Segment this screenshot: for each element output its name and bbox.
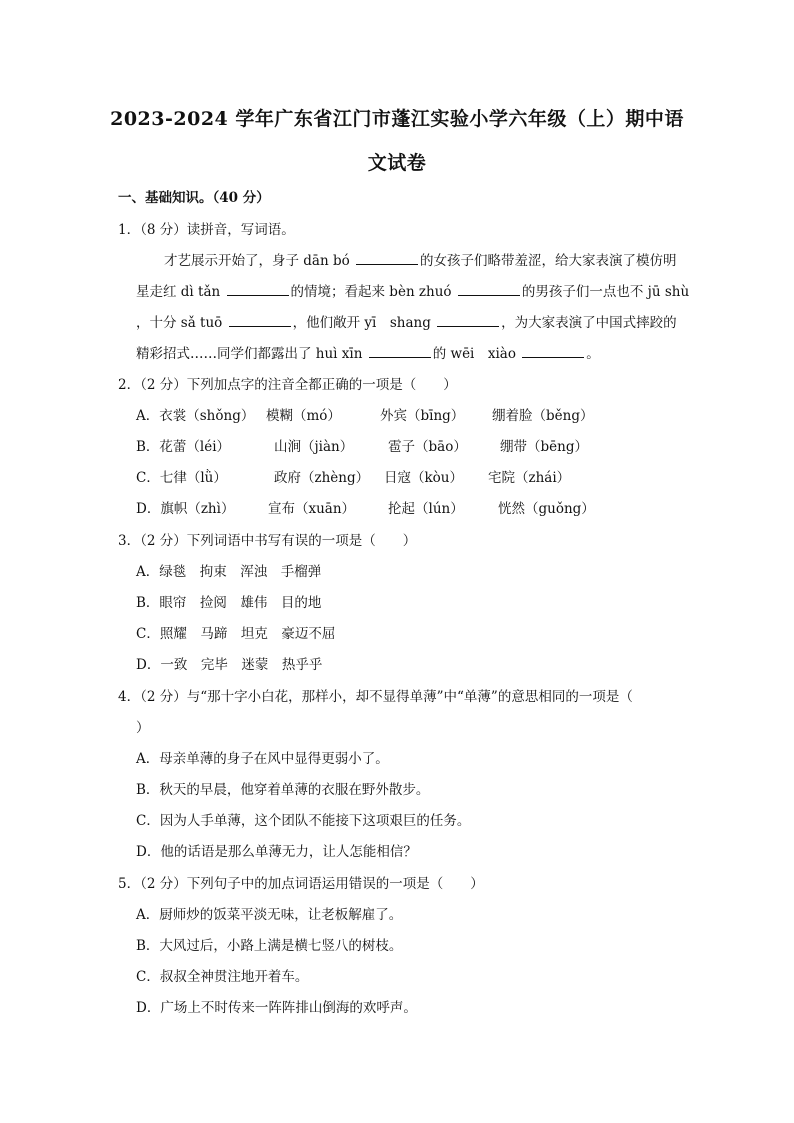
- q1-text: ，十分 sǎ tuō: [136, 315, 223, 331]
- question-1-para-line3: [136, 311, 677, 331]
- q1-text: 的男孩子们一点也不 jū shù: [521, 284, 690, 300]
- question-4-option-d: D．他的话语是那么单薄无力，让人怎能相信？: [136, 844, 417, 860]
- question-3-stem: 3．（2 分）下列词语中书写有误的一项是（ ）: [118, 533, 417, 549]
- question-4-option-c: C．因为人手单薄，这个团队不能接下这项艰巨的任务。: [136, 813, 471, 829]
- question-2-option-b: [136, 435, 588, 455]
- question-5-option-a: A．厨师炒的饭菜平淡无味，让老板解雇了。: [136, 907, 403, 923]
- section-heading: 一、基础知识。（40 分）: [118, 190, 270, 206]
- question-5-stem: 5．（2 分）下列句子中的加点词语运用错误的一项是（ ）: [118, 876, 484, 892]
- question-2-option-a: [136, 404, 593, 424]
- answer-blank[interactable]: [229, 314, 291, 327]
- q1-text: 。: [586, 346, 600, 362]
- question-3-option-c: C．照耀 马蹄 坦克 豪迈不屈: [136, 626, 336, 642]
- question-5-option-c: C．叔叔全神贯注地开着车。: [136, 969, 309, 985]
- question-2-option-c: [136, 466, 570, 486]
- question-3-option-d: D．一致 完毕 迷蒙 热乎乎: [136, 657, 323, 673]
- question-5-option-d: D．广场上不时传来一阵阵排山倒海的欢呼声。: [136, 1000, 417, 1016]
- question-4-stem: 4．（2 分）与“那十字小白花，那样小，却不显得单薄”中“单薄”的意思相同的一项是（: [118, 689, 633, 705]
- option-item: 宅院（zhái）: [488, 470, 571, 486]
- option-item: 恍然（guǒng）: [498, 501, 595, 517]
- q1-text: 的女孩子们略带羞涩，给大家表演了模仿明: [420, 253, 677, 269]
- option-item: 宣布（xuān）: [268, 501, 356, 517]
- question-2-option-d: [136, 497, 595, 517]
- answer-blank[interactable]: [522, 345, 584, 358]
- option-item: 外宾（bīng）: [380, 408, 465, 424]
- exam-title-line1: 2023-2024 学年广东省江门市蓬江实验小学六年级（上）期中语: [110, 108, 684, 130]
- question-1-para-line2: [136, 280, 689, 300]
- option-item: A．衣裳（shǒng）: [136, 408, 255, 424]
- option-item: 绷着脸（běng）: [492, 408, 594, 424]
- answer-blank[interactable]: [356, 252, 418, 265]
- q1-text: ，他们敞开 yī shang: [292, 315, 431, 331]
- question-4-option-b: B．秋天的早晨，他穿着单薄的衣服在野外散步。: [136, 782, 430, 798]
- option-item: B．花蕾（léi）: [136, 439, 231, 455]
- option-item: 雹子（bāo）: [388, 439, 467, 455]
- option-item: 日寇（kòu）: [384, 470, 464, 486]
- question-3-option-a: A．绿毯 拘束 浑浊 手榴弹: [136, 564, 322, 580]
- q1-text: 才艺展示开始了，身子 dān bó: [164, 253, 350, 269]
- q1-text: 的 wēi xiào: [432, 346, 516, 362]
- answer-blank[interactable]: [227, 283, 289, 296]
- option-item: 山涧（jiàn）: [274, 439, 354, 455]
- answer-blank[interactable]: [437, 314, 499, 327]
- option-item: D．旗帜（zhì）: [136, 501, 235, 517]
- q1-text: ，为大家表演了中国式摔跤的: [501, 315, 677, 331]
- question-5-option-b: B．大风过后，小路上满是横七竖八的树枝。: [136, 938, 403, 954]
- question-4-option-a: A．母亲单薄的身子在风中显得更弱小了。: [136, 751, 389, 767]
- q1-text: 精彩招式……同学们都露出了 huì xīn: [136, 346, 363, 362]
- question-4-stem-continued: ）: [136, 720, 150, 736]
- option-item: 模糊（mó）: [266, 408, 341, 424]
- option-item: 政府（zhèng）: [274, 470, 370, 486]
- q1-text: 星走红 dì tǎn: [136, 284, 221, 300]
- exam-title-line2: 文试卷: [367, 152, 427, 174]
- answer-blank[interactable]: [369, 345, 431, 358]
- question-1-para-line4: [136, 342, 600, 362]
- option-item: 绷带（bēng）: [500, 439, 588, 455]
- q1-text: 的情境；看起来 bèn zhuó: [290, 284, 452, 300]
- option-item: C．七律（lǜ）: [136, 470, 227, 486]
- question-3-option-b: B．眼帘 捡阅 雄伟 目的地: [136, 595, 322, 611]
- question-1-para-line1: [164, 249, 677, 269]
- option-item: 抡起（lún）: [388, 501, 464, 517]
- answer-blank[interactable]: [458, 283, 520, 296]
- question-1-stem: 1．（8 分）读拼音，写词语。: [118, 222, 295, 238]
- question-2-stem: 2．（2 分）下列加点字的注音全都正确的一项是（ ）: [118, 377, 457, 393]
